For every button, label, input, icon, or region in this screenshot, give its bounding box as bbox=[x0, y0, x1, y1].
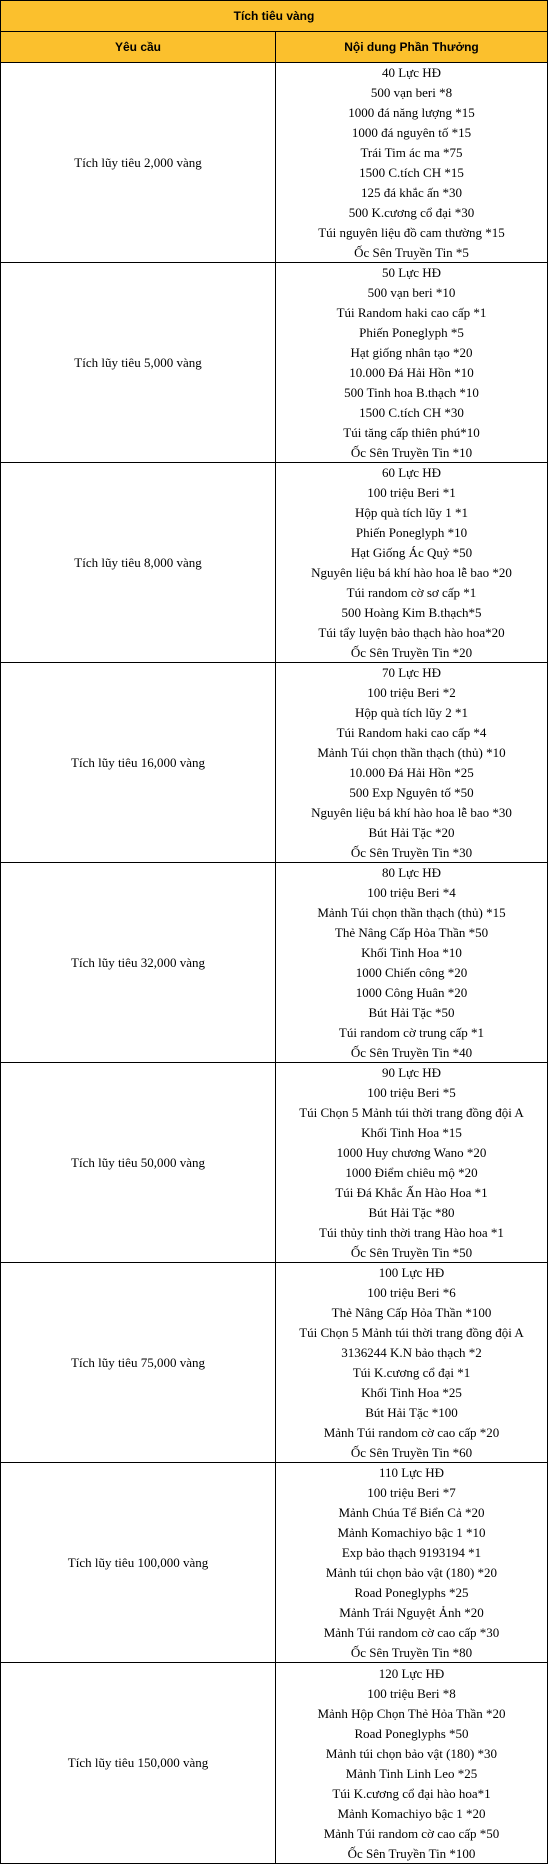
reward-item: Túi nguyên liệu đồ cam thường *15 bbox=[318, 225, 505, 240]
reward-item: 70 Lực HĐ bbox=[381, 665, 442, 680]
reward-item: Ốc Sên Truyền Tin *80 bbox=[350, 1645, 473, 1660]
reward-item: 100 triệu Beri *2 bbox=[367, 685, 456, 700]
reward-item: Hạt giống nhân tạo *20 bbox=[350, 345, 473, 360]
reward-item: Nguyên liệu bá khí hào hoa lễ bao *20 bbox=[311, 565, 512, 580]
reward-item: Ốc Sên Truyền Tin *40 bbox=[350, 1045, 473, 1060]
reward-item: 100 triệu Beri *5 bbox=[367, 1085, 456, 1100]
rewards-cell bbox=[276, 1063, 547, 1262]
rewards-cell bbox=[276, 263, 547, 462]
rewards-cell bbox=[276, 1463, 547, 1662]
reward-item: 1000 Điểm chiêu mộ *20 bbox=[345, 1165, 478, 1180]
rewards-cell bbox=[276, 663, 547, 862]
reward-item: 1000 Huy chương Wano *20 bbox=[336, 1145, 487, 1160]
reward-item: Phiến Poneglyph *5 bbox=[359, 325, 464, 340]
reward-item: 100 triệu Beri *4 bbox=[367, 885, 456, 900]
reward-item: 10.000 Đá Hải Hồn *25 bbox=[349, 765, 474, 780]
reward-item: Ốc Sên Truyền Tin *60 bbox=[350, 1445, 473, 1460]
reward-item: Nguyên liệu bá khí hào hoa lễ bao *30 bbox=[311, 805, 512, 820]
table-row bbox=[1, 663, 547, 863]
reward-item: Mảnh túi chọn bảo vật (180) *20 bbox=[325, 1565, 498, 1580]
reward-item: 100 triệu Beri *7 bbox=[367, 1485, 456, 1500]
reward-item: Ốc Sên Truyền Tin *5 bbox=[354, 245, 469, 260]
reward-item: Túi Đá Khắc Ấn Hào Hoa *1 bbox=[335, 1185, 488, 1200]
requirement-cell: Tích lũy tiêu 50,000 vàng bbox=[1, 1063, 276, 1262]
reward-item: Ốc Sên Truyền Tin *30 bbox=[350, 845, 473, 860]
header-requirement: Yêu cầu bbox=[1, 32, 276, 62]
reward-item: Mảnh Túi chọn thần thạch (thủ) *10 bbox=[317, 745, 506, 760]
reward-item: 80 Lực HĐ bbox=[381, 865, 442, 880]
reward-item: Mảnh Túi chọn thần thạch (thủ) *15 bbox=[317, 905, 506, 920]
reward-item: Bút Hải Tặc *80 bbox=[368, 1205, 455, 1220]
reward-item: 50 Lực HĐ bbox=[381, 265, 442, 280]
reward-item: Túi thủy tinh thời trang Hào hoa *1 bbox=[319, 1225, 504, 1240]
table-row bbox=[1, 263, 547, 463]
reward-item: Phiến Poneglyph *10 bbox=[355, 525, 468, 540]
table-header bbox=[1, 32, 547, 63]
table-row bbox=[1, 863, 547, 1063]
table-row bbox=[1, 63, 547, 263]
requirement-cell: Tích lũy tiêu 8,000 vàng bbox=[1, 463, 276, 662]
reward-item: 500 Hoàng Kim B.thạch*5 bbox=[341, 605, 482, 620]
reward-item: Mảnh Chúa Tể Biển Cả *20 bbox=[338, 1505, 485, 1520]
table-row bbox=[1, 1463, 547, 1663]
reward-item: 120 Lực HĐ bbox=[378, 1665, 445, 1681]
reward-item: Thẻ Nâng Cấp Hỏa Thần *100 bbox=[331, 1305, 492, 1320]
reward-item: 1000 đá nguyên tố *15 bbox=[351, 125, 472, 140]
rewards-cell bbox=[276, 1663, 547, 1863]
reward-item: 40 Lực HĐ bbox=[381, 65, 442, 80]
reward-item: Mảnh Túi random cờ cao cấp *20 bbox=[323, 1425, 500, 1440]
reward-item: Túi K.cương cổ đại hào hoa*1 bbox=[332, 1785, 491, 1801]
reward-item: Khối Tinh Hoa *15 bbox=[361, 1125, 462, 1140]
table-row bbox=[1, 1263, 547, 1463]
reward-item: 100 triệu Beri *8 bbox=[367, 1685, 456, 1701]
reward-item: 1000 Công Huân *20 bbox=[355, 985, 468, 1000]
reward-item: Ốc Sên Truyền Tin *10 bbox=[350, 445, 473, 460]
reward-item: 110 Lực HĐ bbox=[378, 1465, 445, 1480]
reward-item: Hộp quà tích lũy 2 *1 bbox=[354, 705, 468, 720]
reward-item: Túi tẩy luyện bảo thạch hào hoa*20 bbox=[318, 625, 505, 640]
requirement-cell: Tích lũy tiêu 150,000 vàng bbox=[1, 1663, 276, 1863]
header-rewards: Nội dung Phần Thưởng bbox=[344, 39, 479, 54]
reward-item: Túi Chọn 5 Mảnh túi thời trang đồng đội A bbox=[299, 1105, 524, 1120]
reward-item: Túi K.cương cổ đại *1 bbox=[352, 1365, 471, 1380]
reward-item: Khối Tinh Hoa *10 bbox=[361, 945, 462, 960]
reward-item: Mảnh Túi random cờ cao cấp *50 bbox=[323, 1825, 500, 1841]
reward-item: Thẻ Nâng Cấp Hỏa Thần *50 bbox=[334, 925, 489, 940]
reward-item: 125 đá khắc ấn *30 bbox=[360, 185, 463, 200]
reward-item: Hộp quà tích lũy 1 *1 bbox=[354, 505, 468, 520]
reward-item: Bút Hải Tặc *20 bbox=[368, 825, 455, 840]
reward-item: Trái Tim ác ma *75 bbox=[360, 145, 463, 160]
reward-item: Túi tăng cấp thiên phú*10 bbox=[343, 425, 480, 440]
reward-item: Ốc Sên Truyền Tin *50 bbox=[350, 1245, 473, 1260]
reward-item: 10.000 Đá Hải Hồn *10 bbox=[349, 365, 474, 380]
reward-item: 500 vạn beri *8 bbox=[370, 85, 453, 100]
reward-item: 60 Lực HĐ bbox=[381, 465, 442, 480]
reward-item: Mảnh túi chọn bảo vật (180) *30 bbox=[325, 1745, 498, 1761]
reward-item: Mảnh Hộp Chọn Thẻ Hỏa Thần *20 bbox=[317, 1705, 506, 1721]
requirement-cell: Tích lũy tiêu 16,000 vàng bbox=[1, 663, 276, 862]
rewards-cell bbox=[276, 1263, 547, 1462]
table-row bbox=[1, 1063, 547, 1263]
reward-item: Road Poneglyphs *50 bbox=[354, 1725, 469, 1741]
rewards-cell bbox=[276, 863, 547, 1062]
reward-item: Mảnh Túi random cờ cao cấp *30 bbox=[323, 1625, 500, 1640]
reward-item: Mảnh Tinh Linh Leo *25 bbox=[345, 1765, 478, 1781]
reward-item: Mảnh Trái Nguyệt Ảnh *20 bbox=[339, 1605, 484, 1620]
reward-item: Túi Random haki cao cấp *4 bbox=[336, 725, 487, 740]
table-body bbox=[1, 63, 547, 1863]
rewards-cell bbox=[276, 463, 547, 662]
reward-item: Túi random cờ sơ cấp *1 bbox=[346, 585, 477, 600]
reward-item: 100 triệu Beri *6 bbox=[367, 1285, 456, 1300]
reward-item: 1000 đá năng lượng *15 bbox=[348, 105, 475, 120]
reward-item: 90 Lực HĐ bbox=[381, 1065, 442, 1080]
reward-item: 1500 C.tích CH *30 bbox=[359, 405, 464, 420]
reward-item: Hạt Giống Ác Quỷ *50 bbox=[350, 545, 473, 560]
table-row bbox=[1, 463, 547, 663]
reward-item: 1500 C.tích CH *15 bbox=[359, 165, 464, 180]
reward-item: Túi Random haki cao cấp *1 bbox=[336, 305, 487, 320]
reward-item: Ốc Sên Truyền Tin *100 bbox=[347, 1845, 476, 1861]
reward-item: 1000 Chiến công *20 bbox=[355, 965, 468, 980]
requirement-cell: Tích lũy tiêu 32,000 vàng bbox=[1, 863, 276, 1062]
table-row bbox=[1, 1663, 547, 1863]
reward-item: Mảnh Komachiyo bậc 1 *10 bbox=[337, 1525, 486, 1540]
reward-item: 500 Tinh hoa B.thạch *10 bbox=[344, 385, 479, 400]
table-title: Tích tiêu vàng bbox=[1, 1, 547, 32]
reward-item: 100 triệu Beri *1 bbox=[367, 485, 456, 500]
reward-item: Bút Hải Tặc *50 bbox=[368, 1005, 455, 1020]
reward-item: Khối Tinh Hoa *25 bbox=[361, 1385, 462, 1400]
reward-item: Túi Chọn 5 Mảnh túi thời trang đồng đội A bbox=[299, 1325, 524, 1340]
requirement-cell: Tích lũy tiêu 100,000 vàng bbox=[1, 1463, 276, 1662]
reward-item: 500 K.cương cổ đại *30 bbox=[348, 205, 475, 220]
reward-item: 3136244 K.N bảo thạch *2 bbox=[341, 1345, 482, 1360]
requirement-cell: Tích lũy tiêu 2,000 vàng bbox=[1, 63, 276, 262]
reward-item: Exp bảo thạch 9193194 *1 bbox=[341, 1545, 482, 1560]
reward-item: Túi random cờ trung cấp *1 bbox=[338, 1025, 485, 1040]
reward-item: 500 vạn beri *10 bbox=[367, 285, 456, 300]
reward-item: Mảnh Komachiyo bậc 1 *20 bbox=[337, 1805, 486, 1821]
rewards-cell bbox=[276, 63, 547, 262]
reward-item: Ốc Sên Truyền Tin *20 bbox=[350, 645, 473, 660]
requirement-cell: Tích lũy tiêu 5,000 vàng bbox=[1, 263, 276, 462]
reward-item: Road Poneglyphs *25 bbox=[354, 1585, 469, 1600]
reward-item: 500 Exp Nguyên tố *50 bbox=[349, 785, 474, 800]
reward-item: 100 Lực HĐ bbox=[378, 1265, 445, 1280]
reward-item: Bút Hải Tặc *100 bbox=[365, 1405, 458, 1420]
requirement-cell: Tích lũy tiêu 75,000 vàng bbox=[1, 1263, 276, 1462]
